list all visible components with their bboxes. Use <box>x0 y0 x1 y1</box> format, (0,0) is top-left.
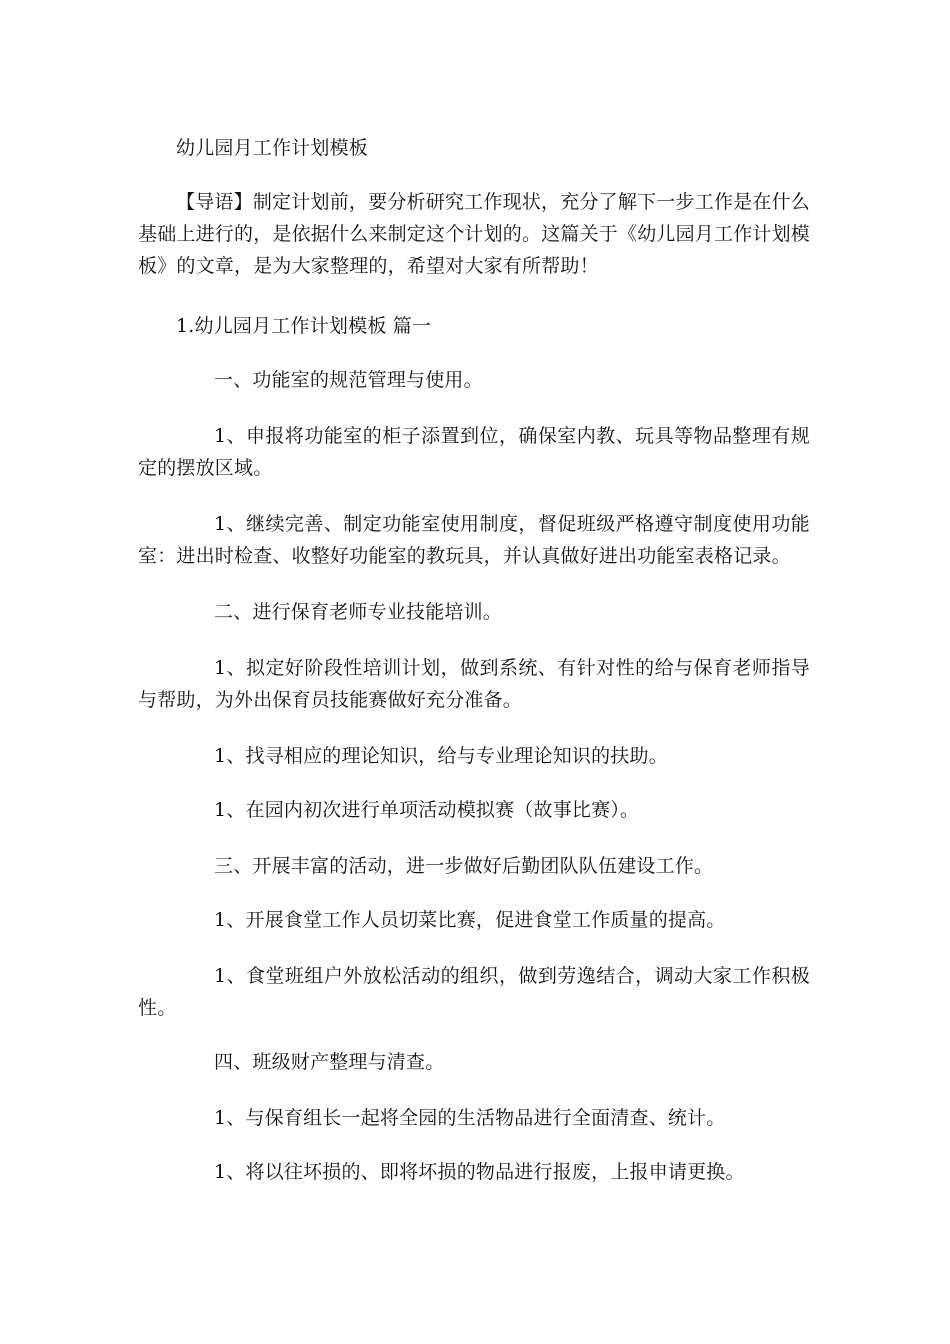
document-title: 幼儿园月工作计划模板 <box>176 137 369 159</box>
paragraph: 三、开展丰富的活动，进一步做好后勤团队队伍建设工作。 <box>214 855 714 877</box>
paragraph: 1、申报将功能室的柜子添置到位，确保室内教、玩具等物品整理有规定的摆放区域。 <box>138 425 810 479</box>
paragraph: 1、拟定好阶段性培训计划，做到系统、有针对性的给与保育老师指导与帮助，为外出保育员技能赛做好充分准备。 <box>138 657 810 711</box>
paragraph: 1、开展食堂工作人员切菜比赛，促进食堂工作质量的提高。 <box>214 909 726 931</box>
paragraph: 1、将以往坏损的、即将坏损的物品进行报废，上报申请更换。 <box>214 1161 745 1183</box>
paragraph: 二、进行保育老师专业技能培训。 <box>214 601 503 623</box>
section-heading: 1.幼儿园月工作计划模板 篇一 <box>176 315 432 337</box>
paragraph: 一、功能室的规范管理与使用。 <box>214 369 483 391</box>
intro-paragraph: 【导语】制定计划前，要分析研究工作现状，充分了解下一步工作是在什么基础上进行的，是依据什么来制定这个计划的。这篇关于《幼儿园月工作计划模板》的文章，是为大家整理的，希望对大家有所帮助！ <box>138 191 811 277</box>
paragraph: 1、与保育组长一起将全园的生活物品进行全面清查、统计。 <box>214 1107 726 1129</box>
paragraph: 1、在园内初次进行单项活动模拟赛（故事比赛）。 <box>214 799 640 821</box>
paragraph: 1、找寻相应的理论知识，给与专业理论知识的扶助。 <box>214 745 668 767</box>
paragraph: 四、班级财产整理与清查。 <box>214 1051 445 1073</box>
paragraph: 1、食堂班组户外放松活动的组织，做到劳逸结合，调动大家工作积极性。 <box>138 965 810 1019</box>
paragraph: 1、继续完善、制定功能室使用制度，督促班级严格遵守制度使用功能室：进出时检查、收整好功能室的教玩具，并认真做好进出功能室表格记录。 <box>138 513 810 567</box>
